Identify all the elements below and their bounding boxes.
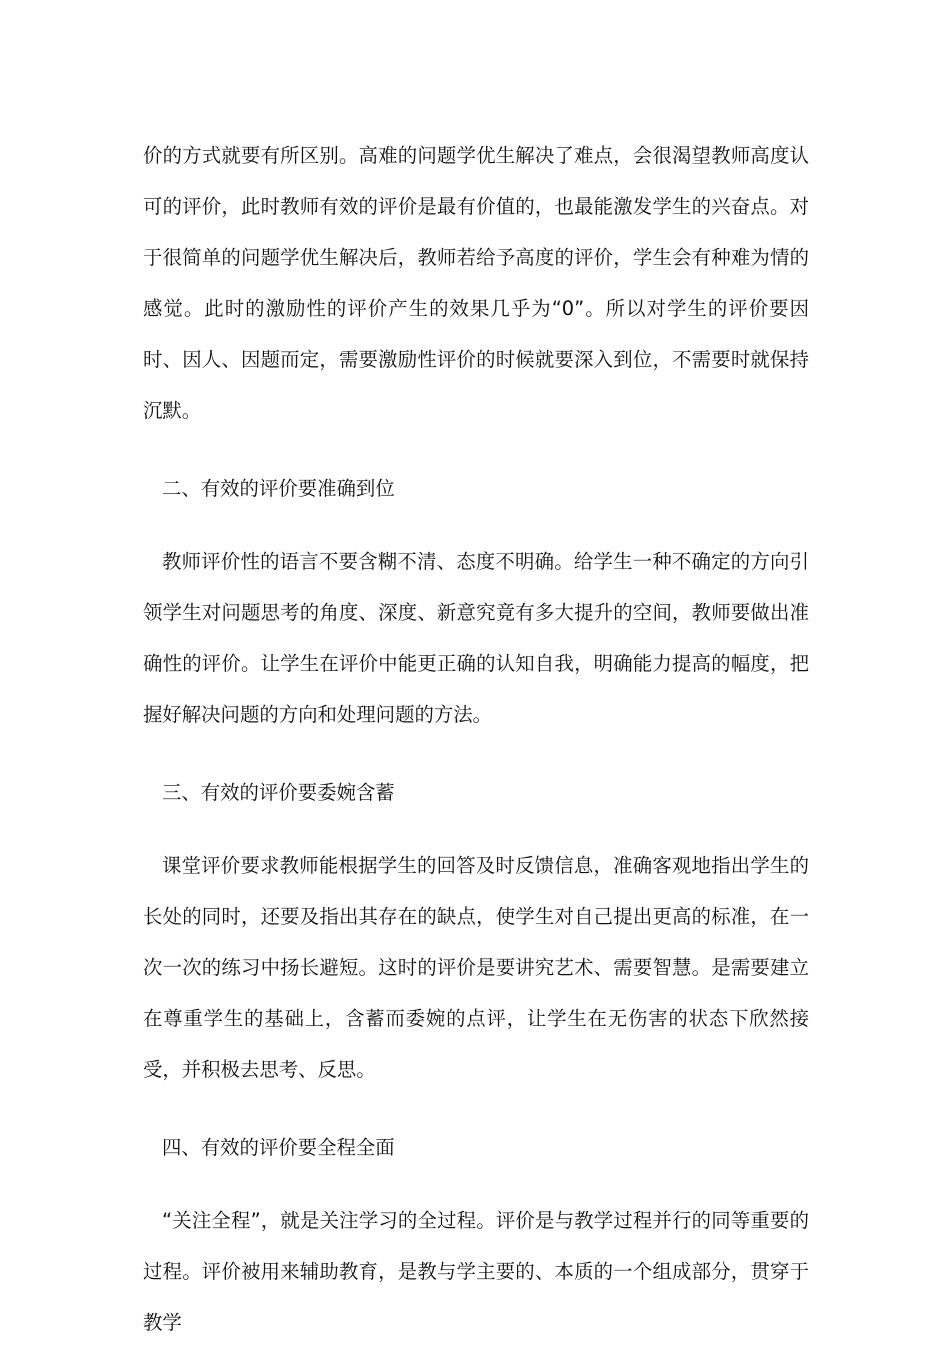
section-heading-4: 四、有效的评价要全程全面 xyxy=(162,1136,395,1159)
document-page xyxy=(143,130,809,1348)
paragraph-3: 课堂评价要求教师能根据学生的回答及时反馈信息，准确客观地指出学生的长处的同时，还要及指出其存在的缺点，使学生对自己提出更高的标准，在一次一次的练习中扬长避短。这时的评价是要讲究艺术、需要智慧。是需要建立在尊重学生的基础上，含蓄而委婉的点评，让学生在无伤害的状态下欣然接受，并积极去思考、反思。 xyxy=(143,854,809,1081)
paragraph-2: 教师评价性的语言不要含糊不清、态度不明确。给学生一种不确定的方向引领学生对问题思考的角度、深度、新意究竟有多大提升的空间，教师要做出准确性的评价。让学生在评价中能更正确的认知自我，明确能力提高的幅度，把握好解决问题的方向和处理问题的方法。 xyxy=(143,550,809,726)
section-heading-3: 三、有效的评价要委婉含蓄 xyxy=(162,781,395,804)
paragraph-4: “关注全程”，就是关注学习的全过程。评价是与教学过程并行的同等重要的过程。评价被用来辅助教育，是教与学主要的、本质的一个组成部分，贯穿于教学 xyxy=(143,1209,809,1334)
section-heading-2: 二、有效的评价要准确到位 xyxy=(162,477,395,500)
paragraph-1: 价的方式就要有所区别。高难的问题学优生解决了难点，会很渴望教师高度认可的评价，此时教师有效的评价是最有价值的，也最能激发学生的兴奋点。对于很简单的问题学优生解决后，教师若给予高度的评价，学生会有种难为情的感觉。此时的激励性的评价产生的效果几乎为“0”。所以对学生的评价要因时、因人、因题而定，需要激励性评价的时候就要深入到位，不需要时就保持沉默。 xyxy=(143,144,809,422)
